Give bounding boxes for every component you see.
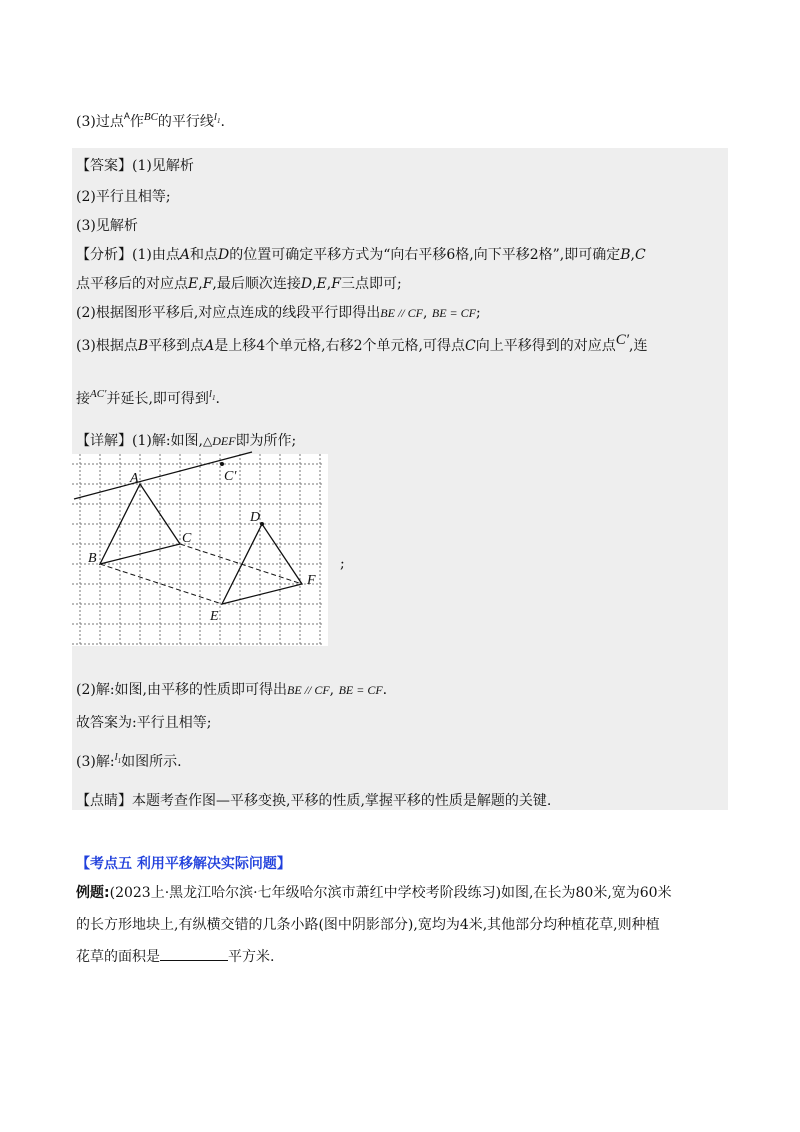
answer-3: (3)见解析	[76, 218, 138, 234]
comment-text: 本题考查作图—平移变换,平移的性质,掌握平移的性质是解题的关键.	[132, 793, 552, 809]
analysis-line-4: (3)根据点B平移到点A是上移4个单元格,右移2个单元格,可得点C向上平移得到的对应点C′,连	[76, 332, 648, 354]
detail-line-2: (2)解:如图,由平移的性质即可得出BE // CF, BE = CF.	[76, 682, 388, 698]
math-be-equals-cf-2: BE = CF	[338, 683, 383, 697]
answer-blank[interactable]	[160, 946, 228, 961]
label-f: F	[307, 573, 316, 588]
example-line-3: 花草的面积是 平方米.	[76, 946, 274, 966]
math-ac-prime: AC′	[90, 388, 107, 400]
answer-line-2	[76, 186, 171, 206]
label-b: B	[88, 551, 97, 566]
detail-label: 【详解】	[76, 433, 132, 449]
segment-cf	[180, 544, 302, 584]
detail-line-4: (3)解:$^{l_1}$如图所示.	[76, 751, 182, 770]
example-line-2: 的长方形地块上,有纵横交错的几条小路(图中阴影部分),宽均为4米,其他部分均种植花草,则种植	[76, 917, 660, 933]
label-c-prime: C′	[224, 469, 237, 484]
answer-2: (2)平行且相等;	[76, 189, 171, 205]
comment-label: 【点睛】	[76, 793, 132, 809]
answer-label: 【答案】	[76, 158, 132, 174]
q3-end: .	[220, 114, 225, 130]
example-label: 例题:	[76, 885, 110, 901]
analysis-line-5: 接$^{AC'}$并延长,即可得到$^{l_1}$.	[76, 388, 220, 407]
math-c-prime: C′	[615, 332, 629, 348]
dashed-grid	[72, 454, 324, 644]
answer-1: (1)见解析	[132, 158, 194, 174]
question-3-line	[76, 111, 225, 131]
analysis-line-3: (2)根据图形平移后,对应点连成的线段平行即得出BE // CF, BE = CF;	[76, 305, 481, 321]
analysis-label: 【分析】	[76, 247, 132, 263]
label-a: A	[130, 471, 139, 486]
label-d: D	[250, 510, 261, 525]
math-l1: l1	[208, 388, 216, 403]
figure-semicolon: ;	[340, 556, 345, 572]
segment-be	[100, 564, 222, 604]
translation-figure	[72, 454, 328, 646]
section-title: 【考点五 利用平移解决实际问题】	[76, 856, 291, 872]
analysis-line-1: 【分析】(1)由点A和点D的位置可确定平移方式为“向右平移6格,向下平移2格”,即可确定B,C	[76, 247, 646, 263]
math-be-parallel-cf-2: BE // CF	[287, 683, 330, 697]
math-l1-2: l1	[114, 751, 122, 766]
math-be-equals-cf: BE = CF	[431, 306, 476, 320]
point-d	[260, 522, 264, 526]
q3-mid2: 的平行线	[157, 114, 214, 130]
label-c: C	[182, 531, 192, 546]
detail-line-3: 故答案为:平行且相等;	[76, 715, 212, 731]
answer-line-3	[76, 215, 138, 235]
analysis-line-2: 点平移后的对应点E,F,最后顺次连接D,E,F三点即可;	[76, 276, 402, 292]
grid-figure-svg	[72, 454, 328, 654]
answer-line-1	[76, 155, 194, 175]
example-line-1: 例题:(2023上·黑龙江哈尔滨·七年级哈尔滨市萧红中学校考阶段练习)如图,在长为80米,宽为60米	[76, 885, 672, 901]
q3-mid: 作	[129, 114, 144, 130]
detail-line-1: 【详解】(1)解:如图,△DEF即为所作;	[76, 433, 297, 449]
label-e: E	[210, 609, 219, 624]
q3-l1: l1	[213, 111, 221, 126]
q3-point-a: A	[123, 111, 130, 121]
comment-line	[76, 790, 551, 810]
math-be-parallel-cf: BE // CF	[380, 306, 423, 320]
q3-bc: BC	[143, 111, 158, 123]
math-triangle-def: △DEF	[203, 434, 236, 448]
point-c-prime	[220, 462, 224, 466]
q3-prefix: (3)过点	[76, 114, 124, 130]
